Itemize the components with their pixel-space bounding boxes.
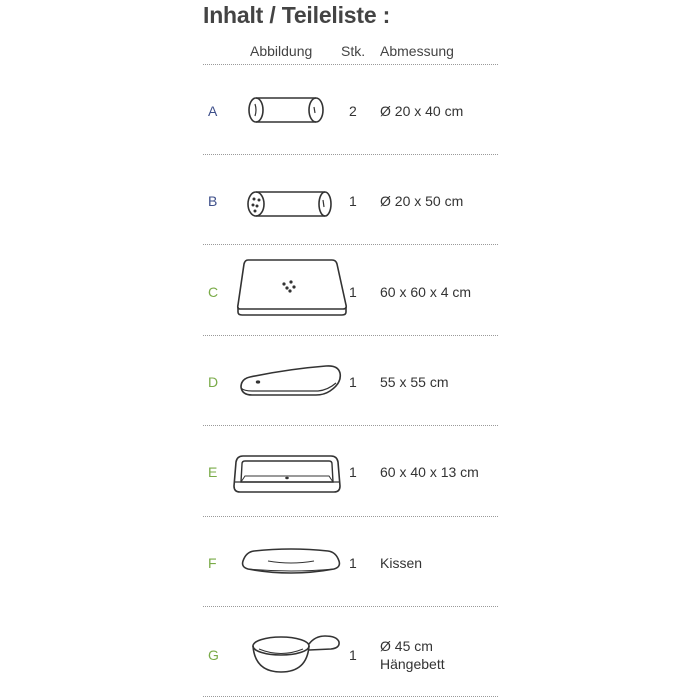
item-dimension: Kissen <box>380 555 423 571</box>
list-item <box>0 517 700 607</box>
item-quantity: 1 <box>349 284 357 300</box>
item-dimension-line2: Hängebett <box>380 656 445 672</box>
item-dimension: Ø 20 x 50 cm <box>380 193 464 209</box>
list-item <box>0 336 700 426</box>
item-letter: G <box>208 647 219 663</box>
item-quantity: 1 <box>349 555 357 571</box>
item-dimension <box>380 637 445 673</box>
item-letter: D <box>208 374 219 390</box>
item-letter: F <box>208 555 217 571</box>
item-dimension: 60 x 60 x 4 cm <box>380 284 472 300</box>
item-quantity: 1 <box>349 193 357 209</box>
item-letter: C <box>208 284 219 300</box>
column-header-illustration: Abbildung <box>250 43 313 59</box>
roll-pillow-long-icon <box>245 190 335 218</box>
page-title: Inhalt / Teileliste : <box>203 2 391 28</box>
roll-pillow-icon <box>244 95 326 125</box>
item-letter: B <box>208 193 218 209</box>
item-dimension-line1: Ø 45 cm <box>380 638 433 654</box>
column-header-dimension: Abmessung <box>380 43 454 59</box>
item-quantity: 2 <box>349 103 357 119</box>
box-bed-icon <box>231 452 343 494</box>
list-item <box>0 607 700 697</box>
list-item <box>0 426 700 516</box>
list-item <box>0 65 700 155</box>
item-dimension: 55 x 55 cm <box>380 374 449 390</box>
list-item <box>0 245 700 335</box>
item-letter: A <box>208 103 218 119</box>
item-letter: E <box>208 464 218 480</box>
item-quantity: 1 <box>349 647 357 663</box>
list-item <box>0 155 700 245</box>
square-mat-icon <box>234 257 350 317</box>
triangle-cushion-icon <box>238 363 344 399</box>
item-dimension: Ø 20 x 40 cm <box>380 103 464 119</box>
item-quantity: 1 <box>349 464 357 480</box>
flat-pillow-icon <box>240 547 342 577</box>
item-dimension: 60 x 40 x 13 cm <box>380 464 479 480</box>
item-quantity: 1 <box>349 374 357 390</box>
column-header-quantity: Stk. <box>341 43 366 59</box>
hanging-bed-icon <box>251 632 343 676</box>
